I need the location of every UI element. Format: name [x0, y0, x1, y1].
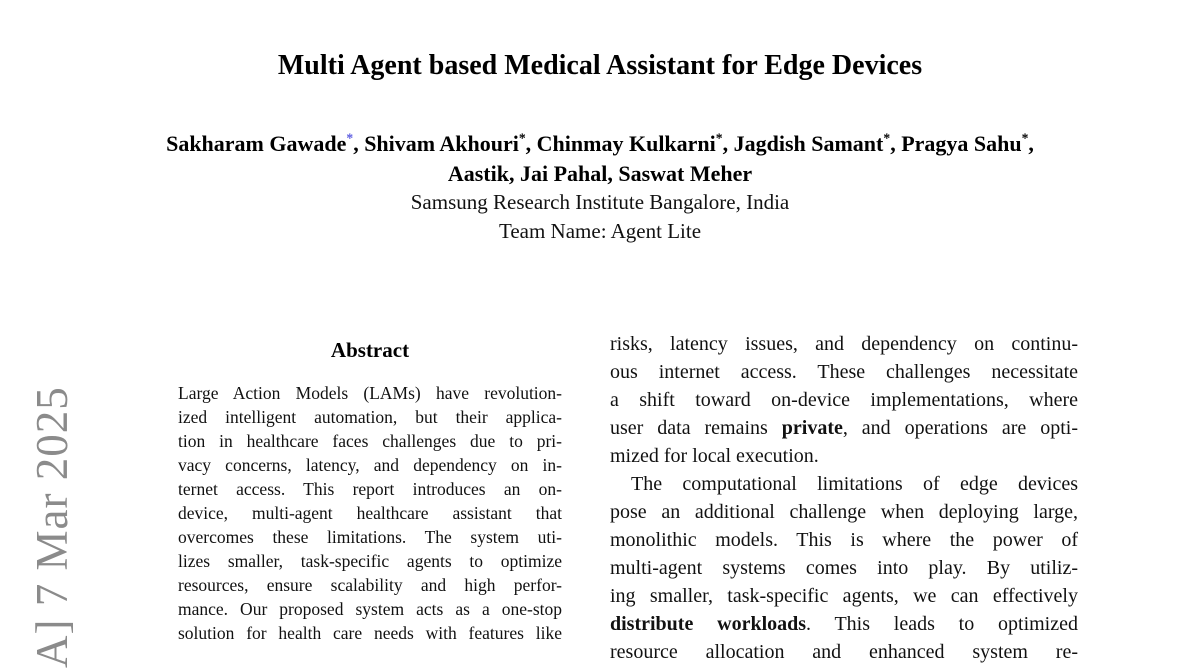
- author-footnote-marker: *: [518, 130, 526, 146]
- abstract-line: overcomes these limitations. The system uti-: [178, 527, 562, 547]
- abstract-section: [160, 338, 580, 645]
- author-footnote-marker: *: [346, 130, 354, 146]
- abstract-heading: Abstract: [330, 338, 410, 362]
- affiliation: Samsung Research Institute Bangalore, India: [410, 190, 790, 214]
- text-segment: user data remains: [610, 417, 782, 439]
- text-segment: a shift toward on-device implementations, where: [610, 389, 1078, 411]
- text-segment: . This leads to optimized: [806, 613, 1078, 635]
- text-segment: risks, latency issues, and dependency on continu-: [610, 333, 1078, 355]
- abstract-line: vacy concerns, latency, and dependency on in-: [178, 455, 562, 475]
- abstract-line: lizes smaller, task-specific agents to optimize: [178, 551, 562, 571]
- author-name: Pragya Sahu: [901, 131, 1022, 156]
- authors-line-2: Aastik, Jai Pahal, Saswat Meher: [447, 161, 753, 186]
- text-line: [610, 386, 1078, 414]
- text-line: [610, 610, 1078, 638]
- bold-text-segment: distribute workloads: [610, 613, 807, 635]
- paper-title: Multi Agent based Medical Assistant for Edge Devices: [277, 50, 923, 81]
- author-footnote-marker: *: [883, 130, 891, 146]
- text-segment: resource allocation and enhanced system re-: [610, 641, 1078, 663]
- abstract-line: device, multi-agent healthcare assistant that: [178, 503, 562, 523]
- right-column: [610, 330, 1078, 666]
- abstract-text: [160, 381, 580, 645]
- team-name: Team Name: Agent Lite: [498, 219, 702, 243]
- text-line: [610, 414, 1078, 442]
- author-name: Jagdish Samant: [733, 131, 884, 156]
- text-segment: The computational limitations of edge devices: [631, 473, 1078, 495]
- text-line: [610, 498, 1078, 526]
- author-name: Chinmay Kulkarni: [536, 131, 716, 156]
- body-paragraph: [610, 470, 1078, 666]
- abstract-line: resources, ensure scalability and high perfor-: [178, 575, 562, 595]
- text-line: [610, 442, 1078, 470]
- abstract-line: Large Action Models (LAMs) have revolution-: [178, 383, 562, 403]
- text-segment: monolithic models. This is where the power of: [610, 529, 1078, 551]
- bold-text-segment: private: [781, 417, 843, 439]
- text-segment: ing smaller, task-specific agents, we can effectively: [610, 585, 1078, 607]
- text-line: [610, 358, 1078, 386]
- text-line: [610, 330, 1078, 358]
- text-segment: ous internet access. These challenges necessitate: [610, 361, 1078, 383]
- abstract-line: mance. Our proposed system acts as a one-stop: [178, 599, 562, 619]
- author-name: Sakharam Gawade: [166, 131, 347, 156]
- text-line: [610, 470, 1078, 498]
- author-name: Shivam Akhouri: [364, 131, 519, 156]
- text-line: [610, 526, 1078, 554]
- abstract-line: solution for health care needs with features like: [178, 623, 562, 643]
- text-segment: , and operations are opti-: [842, 417, 1078, 439]
- text-line: [610, 638, 1078, 666]
- text-segment: pose an additional challenge when deploying large,: [610, 501, 1078, 523]
- author-footnote-marker: *: [1021, 130, 1029, 146]
- abstract-line: ized intelligent automation, but their applica-: [178, 407, 562, 427]
- text-segment: mized for local execution.: [610, 445, 819, 467]
- arxiv-watermark: A] 7 Mar 2025: [27, 386, 77, 668]
- text-line: [610, 582, 1078, 610]
- abstract-line: tion in healthcare faces challenges due to pri-: [178, 431, 562, 451]
- body-paragraph: [610, 330, 1078, 470]
- authors-line-1: Sakharam Gawade*, Shivam Akhouri*, Chinmay Kulkarni*, Jagdish Samant*, Pragya Sahu*,: [166, 130, 1034, 156]
- text-line: [610, 554, 1078, 582]
- abstract-line: ternet access. This report introduces an on-: [178, 479, 562, 499]
- author-footnote-marker: *: [715, 130, 723, 146]
- text-segment: multi-agent systems comes into play. By utiliz-: [610, 557, 1078, 579]
